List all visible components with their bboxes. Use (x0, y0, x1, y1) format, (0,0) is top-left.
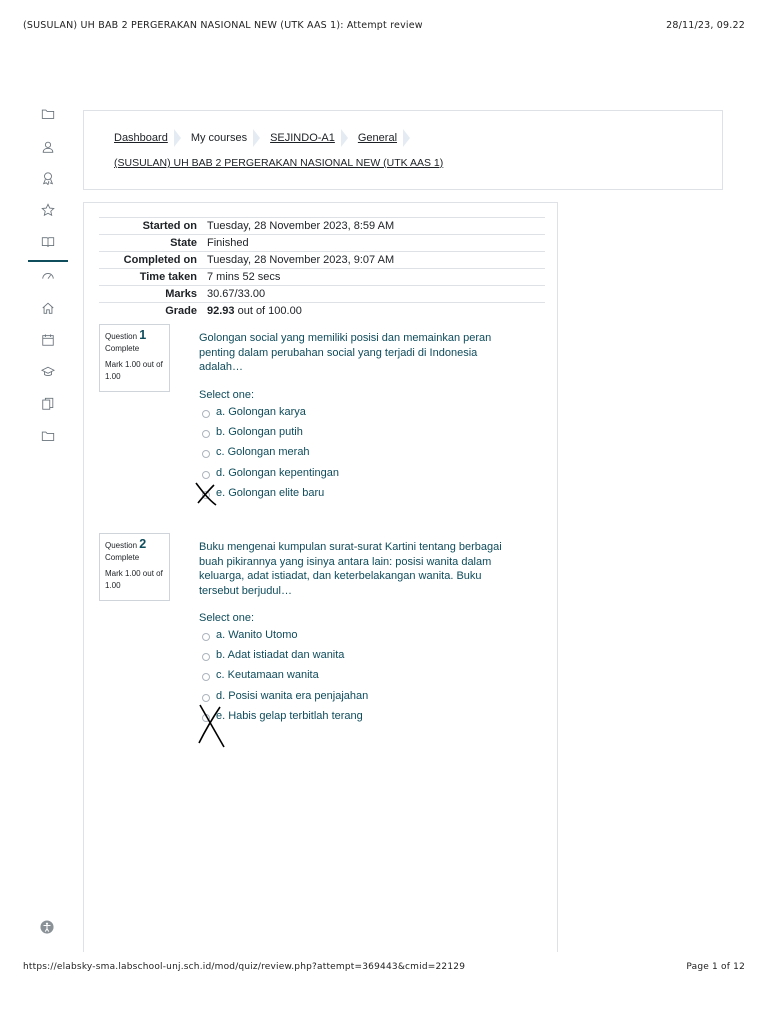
breadcrumb-dashboard[interactable]: Dashboard (114, 132, 168, 144)
user-icon[interactable] (28, 137, 68, 157)
summary-value: Tuesday, 28 November 2023, 8:59 AM (207, 218, 545, 235)
radio-button[interactable] (202, 673, 210, 681)
radio-button[interactable] (202, 430, 210, 438)
option-label: e. Golongan elite baru (216, 487, 325, 499)
quiz-review-panel (83, 202, 558, 952)
summary-label: Started on (99, 218, 207, 235)
breadcrumb-separator (253, 129, 260, 147)
summary-row (99, 235, 545, 252)
award-icon[interactable] (28, 168, 68, 188)
breadcrumb-quiz-link[interactable]: (SUSULAN) UH BAB 2 PERGERAKAN NASIONAL NEW (UTK AAS 1) (114, 157, 444, 169)
select-one-label: Select one: (199, 612, 255, 624)
calendar-icon[interactable] (28, 330, 68, 350)
radio-button[interactable] (202, 653, 210, 661)
option-label: d. Posisi wanita era penjajahan (216, 690, 369, 702)
handwritten-x-mark (194, 481, 220, 507)
summary-row (99, 218, 545, 235)
breadcrumb-separator (403, 129, 410, 147)
question-word: Question (105, 332, 138, 341)
summary-value: Finished (207, 235, 545, 252)
option-label: d. Golongan kepentingan (216, 467, 339, 479)
option-label: e. Habis gelap terbitlah terang (216, 710, 363, 722)
radio-button[interactable] (202, 694, 210, 702)
breadcrumb-separator (174, 129, 181, 147)
option-label: b. Adat istiadat dan wanita (216, 649, 345, 661)
summary-row (99, 286, 545, 303)
option-label: c. Golongan merah (216, 446, 310, 458)
print-title: (SUSULAN) UH BAB 2 PERGERAKAN NASIONAL NEW (UTK AAS 1): Attempt review (23, 20, 423, 31)
answer-option-selected[interactable] (202, 487, 324, 499)
question-status: Complete (105, 553, 140, 562)
grade-suffix: out of 100.00 (237, 305, 302, 317)
question-mark: Mark 1.00 out of 1.00 (105, 569, 163, 590)
breadcrumb (114, 129, 420, 147)
question-mark: Mark 1.00 out of 1.00 (105, 360, 163, 381)
dashboard-icon[interactable] (28, 266, 68, 286)
files-icon[interactable] (28, 394, 68, 414)
breadcrumb-panel (83, 110, 723, 190)
option-label: b. Golongan putih (216, 426, 303, 438)
book-icon[interactable] (28, 232, 68, 252)
answer-option[interactable] (202, 467, 339, 479)
answer-option[interactable] (202, 629, 298, 641)
print-footer (23, 962, 745, 972)
summary-value: 30.67/33.00 (207, 286, 545, 303)
breadcrumb-separator (341, 129, 348, 147)
question-status: Complete (105, 344, 140, 353)
option-label: c. Keutamaan wanita (216, 669, 319, 681)
summary-label: Marks (99, 286, 207, 303)
breadcrumb-course[interactable]: SEJINDO-A1 (270, 132, 335, 144)
answer-option[interactable] (202, 649, 344, 661)
answer-option[interactable] (202, 669, 319, 681)
radio-button[interactable] (202, 471, 210, 479)
summary-row (99, 303, 545, 320)
question-text: Buku mengenai kumpulan surat-surat Kartini tentang berbagai buah pikirannya yang isinya antara lain: posisi wanita dalam keluarga, adat istiadat, dan keterbelakangan wanita. Buku tersebut berjudul… (199, 541, 502, 597)
option-label: a. Golongan karya (216, 406, 306, 418)
active-indicator (28, 260, 68, 262)
folder-icon[interactable] (28, 104, 68, 124)
print-datetime: 28/11/23, 09.22 (666, 20, 745, 31)
answer-option[interactable] (202, 446, 310, 458)
question-number: 1 (139, 328, 147, 342)
radio-button[interactable] (202, 410, 210, 418)
summary-row (99, 252, 545, 269)
print-header (23, 20, 745, 31)
answer-option[interactable] (202, 690, 368, 702)
answer-option[interactable] (202, 406, 306, 418)
print-url: https://elabsky-sma.labschool-unj.sch.id/mod/quiz/review.php?attempt=369443&cmid=22129 (23, 962, 466, 972)
summary-label: Grade (99, 303, 207, 320)
summary-value (207, 303, 545, 320)
breadcrumb-my-courses[interactable]: My courses (190, 132, 248, 144)
summary-row (99, 269, 545, 286)
summary-value: Tuesday, 28 November 2023, 9:07 AM (207, 252, 545, 269)
summary-value: 7 mins 52 secs (207, 269, 545, 286)
grade-value: 92.93 (207, 305, 235, 317)
option-label: a. Wanito Utomo (216, 629, 298, 641)
select-one-label: Select one: (199, 389, 255, 401)
question-word: Question (105, 541, 138, 550)
summary-label: State (99, 235, 207, 252)
question-info-box (99, 324, 170, 392)
radio-button[interactable] (202, 633, 210, 641)
star-icon[interactable] (28, 200, 68, 220)
home-icon[interactable] (28, 298, 68, 318)
summary-label: Time taken (99, 269, 207, 286)
question-number: 2 (139, 537, 147, 551)
accessibility-icon[interactable] (40, 920, 54, 934)
summary-label: Completed on (99, 252, 207, 269)
answer-option[interactable] (202, 426, 303, 438)
graduation-cap-icon[interactable] (28, 362, 68, 382)
radio-button[interactable] (202, 450, 210, 458)
print-page-number: Page 1 of 12 (686, 962, 745, 972)
breadcrumb-section[interactable]: General (357, 132, 398, 144)
question-text: Golongan social yang memiliki posisi dan memainkan peran penting dalam perubahan social yang terjadi di Indonesia adalah… (199, 332, 492, 373)
attempt-summary-table (99, 217, 545, 319)
question-info-box (99, 533, 170, 601)
folder-icon[interactable] (28, 426, 68, 446)
handwritten-x-mark (196, 703, 228, 749)
